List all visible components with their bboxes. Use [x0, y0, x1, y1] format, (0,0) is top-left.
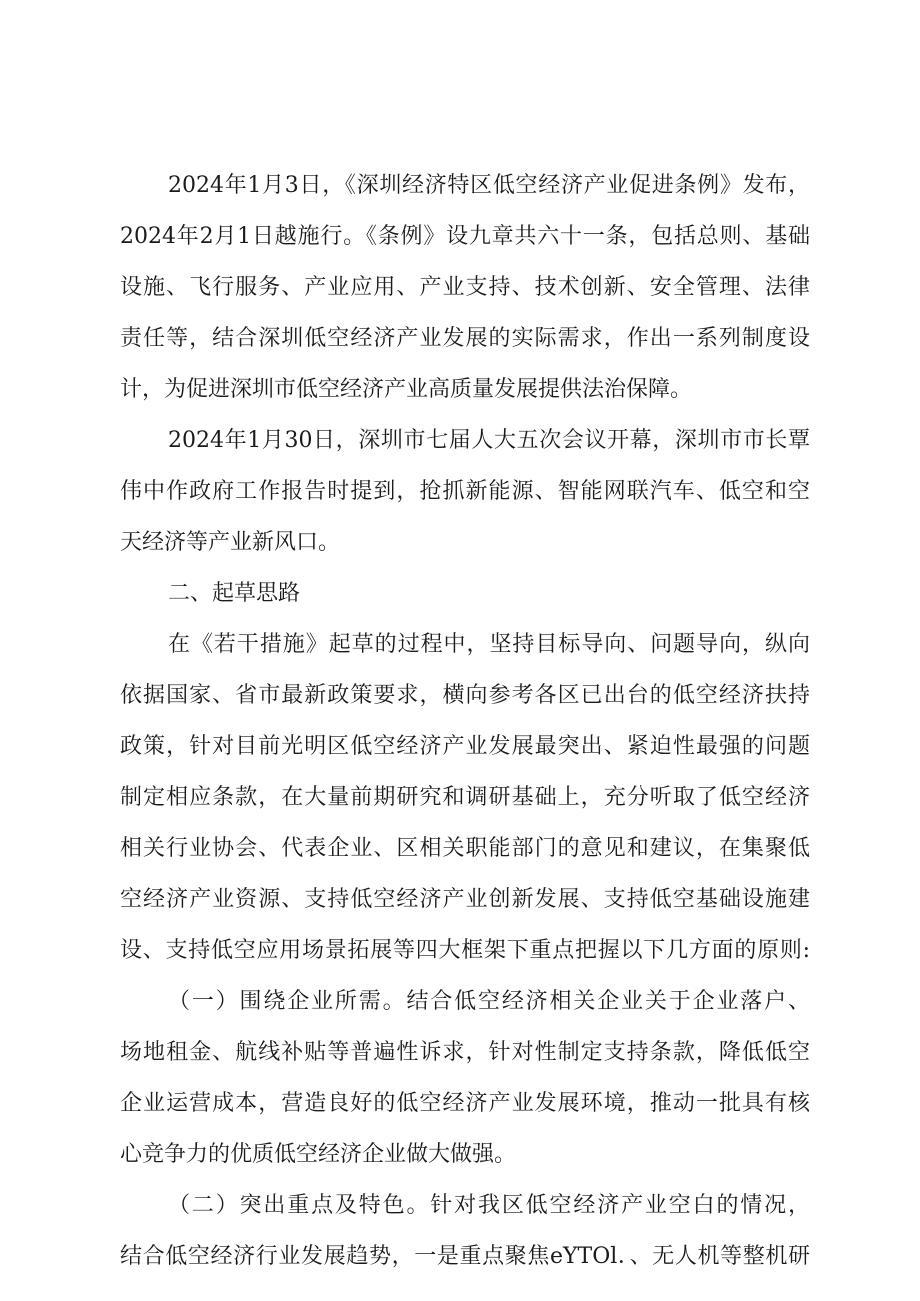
paragraph-line: 责任等，结合深圳低空经济产业发展的实际需求，作出一系列制度设 [120, 326, 810, 351]
section-heading: 二、起草思路 [168, 581, 301, 606]
paragraph-line: 制定相应条款，在大量前期研究和调研基础上，充分听取了低空经济 [120, 785, 810, 810]
paragraph-line: 计，为促进深圳市低空经济产业高质量发展提供法治保障。 [120, 377, 693, 402]
paragraph-line: （二）突出重点及特色。针对我区低空经济产业空白的情况， [168, 1193, 810, 1218]
paragraph-line: 2024年2月1日越施行。《条例》设九章共六十一条，包括总则、基础 [120, 224, 810, 249]
paragraph-regulation-release [120, 160, 810, 415]
paragraph-line: 相关行业协会、代表企业、区相关职能部门的意见和建议，在集聚低 [120, 836, 810, 861]
paragraph-line: 场地租金、航线补贴等普遍性诉求，针对性制定支持条款，降低低空 [120, 1040, 810, 1065]
section-heading-drafting-ideas [120, 568, 810, 619]
paragraph-drafting-process [120, 619, 810, 976]
paragraph-government-report [120, 415, 810, 568]
paragraph-line: （一）围绕企业所需。结合低空经济相关企业关于企业落户、 [168, 989, 810, 1014]
paragraph-line: 空经济产业资源、支持低空经济产业创新发展、支持低空基础设施建 [120, 887, 810, 912]
paragraph-line: 设施、飞行服务、产业应用、产业支持、技术创新、安全管理、法律 [120, 275, 810, 300]
paragraph-line: 设、支持低空应用场景拓展等四大框架下重点把握以下几方面的原则: [120, 938, 810, 963]
document-body [120, 160, 810, 1282]
paragraph-line: 依据国家、省市最新政策要求，横向参考各区已出台的低空经济扶持 [120, 683, 810, 708]
paragraph-principle-one [120, 976, 810, 1180]
paragraph-line: 在《若干措施》起草的过程中，坚持目标导向、问题导向，纵向 [168, 632, 810, 657]
paragraph-line: 2024年1月30日，深圳市七届人大五次会议开幕，深圳市市长覃 [168, 428, 810, 453]
paragraph-line: 心竞争力的优质低空经济企业做大做强。 [120, 1142, 517, 1167]
paragraph-line: 天经济等产业新风口。 [120, 530, 341, 555]
paragraph-line: 伟中作政府工作报告时提到，抢抓新能源、智能网联汽车、低空和空 [120, 479, 810, 504]
paragraph-line: 结合低空经济行业发展趋势，一是重点聚焦eYTOl．、无人机等整机研 [120, 1244, 810, 1269]
paragraph-line: 2024年1月3日，《深圳经济特区低空经济产业促进条例》发布， [168, 173, 810, 198]
paragraph-line: 企业运营成本，营造良好的低空经济产业发展环境，推动一批具有核 [120, 1091, 810, 1116]
paragraph-principle-two [120, 1180, 810, 1282]
paragraph-line: 政策，针对目前光明区低空经济产业发展最突出、紧迫性最强的问题 [120, 734, 810, 759]
